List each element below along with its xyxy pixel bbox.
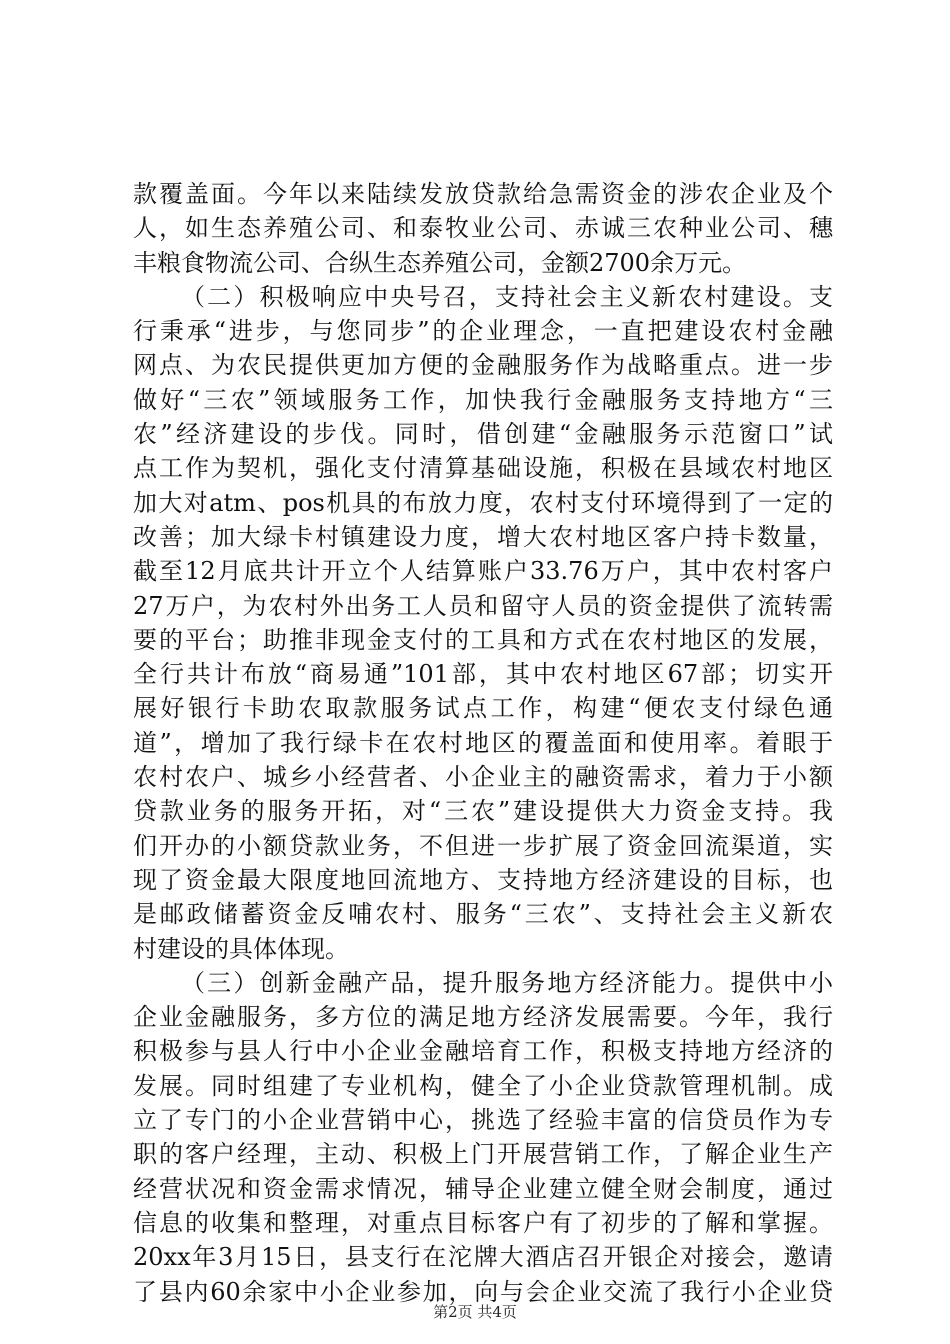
text-line: 展好银行卡助农取款服务试点工作，构建“便农支付绿色通 — [133, 694, 833, 723]
text-line: 行秉承“进步，与您同步”的企业理念，一直把建设农村金融 — [133, 317, 833, 346]
text-line: 丰粮食物流公司、合纵生态养殖公司，金额2700余万元。 — [133, 248, 747, 277]
page-footer: 第2页 共4页 — [433, 1303, 517, 1321]
text-line: 信息的收集和整理，对重点目标客户有了初步的了解和掌握。 — [133, 1208, 833, 1237]
text-line: 截至12月底共计开立个人结算账户33.76万户，其中农村客户 — [133, 557, 833, 586]
text-line: 企业金融服务，多方位的满足地方经济发展需要。今年，我行 — [133, 1003, 833, 1032]
text-line: 贷款业务的服务开拓，对“三农”建设提供大力资金支持。我 — [133, 797, 833, 826]
text-line: 农”经济建设的步伐。同时，借创建“金融服务示范窗口”试 — [133, 420, 833, 449]
text-line: 立了专门的小企业营销中心，挑选了经验丰富的信贷员作为专 — [133, 1106, 833, 1135]
text-line: 们开办的小额贷款业务，不但进一步扩展了资金回流渠道，实 — [133, 831, 833, 860]
text-line: 20xx年3月15日，县支行在沱牌大酒店召开银企对接会，邀请 — [133, 1243, 833, 1272]
text-line: 现了资金最大限度地回流地方、支持地方经济建设的目标，也 — [133, 865, 833, 894]
text-line: 网点、为农民提供更加方便的金融服务作为战略重点。进一步 — [133, 351, 833, 380]
document-body — [133, 177, 833, 1309]
text-line: 全行共计布放“商易通”101部，其中农村地区67部；切实开 — [133, 660, 833, 689]
text-line: 款覆盖面。今年以来陆续发放贷款给急需资金的涉农企业及个 — [133, 180, 833, 208]
text-line: 改善；加大绿卡村镇建设力度，增大农村地区客户持卡数量， — [133, 522, 833, 551]
text-line: 职的客户经理，主动、积极上门开展营销工作，了解企业生产 — [133, 1140, 833, 1169]
paragraph-first-line: （三）创新金融产品，提升服务地方经济能力。提供中小 — [181, 968, 833, 997]
text-line: 村建设的具体体现。 — [133, 934, 349, 963]
text-line: 道”，增加了我行绿卡在农村地区的覆盖面和使用率。着眼于 — [133, 728, 833, 757]
text-line: 农村农户、城乡小经营者、小企业主的融资需求，着力于小额 — [133, 763, 833, 792]
text-line: 是邮政储蓄资金反哺农村、服务“三农”、支持社会主义新农 — [133, 900, 833, 929]
paragraph-first-line: （二）积极响应中央号召，支持社会主义新农村建设。支 — [181, 282, 833, 311]
text-line: 发展。同时组建了专业机构，健全了小企业贷款管理机制。成 — [133, 1071, 833, 1100]
text-line: 要的平台；助推非现金支付的工具和方式在农村地区的发展， — [133, 625, 833, 654]
text-line: 了县内60余家中小企业参加，向与会企业交流了我行小企业贷 — [133, 1277, 833, 1306]
text-line: 点工作为契机，强化支付清算基础设施，积极在县域农村地区 — [133, 454, 833, 483]
text-line: 27万户，为农村外出务工人员和留守人员的资金提供了流转需 — [133, 591, 833, 620]
text-line: 积极参与县人行中小企业金融培育工作，积极支持地方经济的 — [133, 1037, 833, 1066]
text-line: 人，如生态养殖公司、和泰牧业公司、赤诚三农种业公司、穗 — [133, 214, 833, 243]
text-line: 加大对atm、pos机具的布放力度，农村支付环境得到了一定的 — [133, 488, 833, 517]
text-line: 经营状况和资金需求情况，辅导企业建立健全财会制度，通过 — [133, 1174, 833, 1203]
text-line: 做好“三农”领域服务工作，加快我行金融服务支持地方“三 — [133, 385, 833, 414]
